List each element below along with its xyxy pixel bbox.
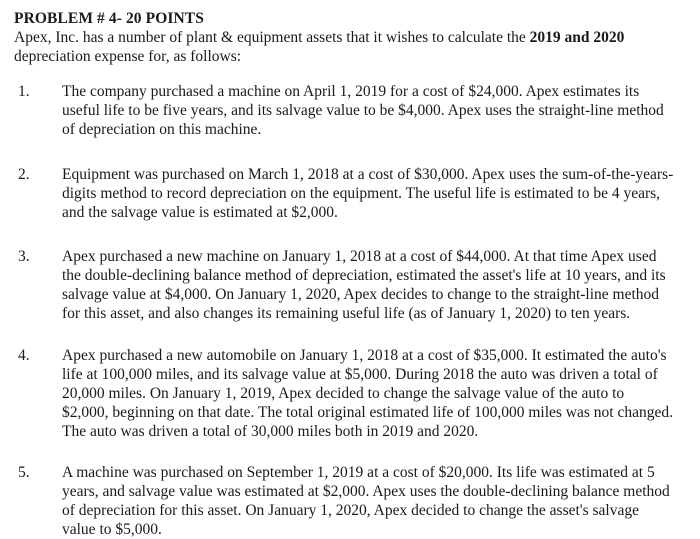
item-number: 5. — [18, 464, 30, 481]
intro-text-end: depreciation expense for, as follows: — [14, 48, 242, 65]
item-number: 2. — [18, 166, 30, 183]
item-number: 3. — [18, 248, 30, 265]
item-number: 1. — [18, 83, 30, 100]
list-item — [14, 247, 674, 323]
item-text: The company purchased a machine on April 1, 2019 for a cost of $24,000. Apex estimates its useful life to be five years, and its salvage value to be $4,000. Apex uses the straight-line method of depreciation on this machine. — [62, 83, 664, 138]
list-item — [14, 463, 674, 539]
item-text: Apex purchased a new machine on January 1, 2018 at a cost of $44,000. At that time Apex used the double-declining balance method of depreciation, estimated the asset's life at 10 years, and its salvage value at $4,000. On January 1, 2020, Apex decides to change to the straight-line method for this asset, and also changes its remaining useful life (as of January 1, 2020) to ten years. — [62, 248, 666, 322]
intro-years-bold: 2019 and 2020 — [529, 29, 625, 46]
problem-intro — [14, 28, 674, 66]
problem-page — [14, 9, 674, 539]
list-item — [14, 165, 674, 222]
intro-text-start: Apex, Inc. has a number of plant & equipment assets that it wishes to calculate the — [14, 29, 530, 46]
item-text: Equipment was purchased on March 1, 2018 at a cost of $30,000. Apex uses the sum-of-the-years-digits method to record depreciation on the equipment. The useful life is estimated to be 4 years, and the salvage value is estimated at $2,000. — [62, 166, 674, 221]
list-item — [14, 346, 674, 441]
list-item — [14, 82, 674, 139]
item-number: 4. — [18, 347, 30, 364]
problem-title: PROBLEM # 4- 20 POINTS — [14, 10, 204, 27]
item-text: Apex purchased a new automobile on January 1, 2018 at a cost of $35,000. It estimated the auto's life at 100,000 miles, and its salvage value at $5,000. During 2018 the auto was driven a total of 20,000 miles. On January 1, 2019, Apex decided to change the salvage value of the auto to $2,000, beginning on that date. The total original estimated life of 100,000 miles was not changed. The auto was driven a total of 30,000 miles both in 2019 and 2020. — [62, 347, 673, 440]
item-text: A machine was purchased on September 1, 2019 at a cost of $20,000. Its life was estimated at 5 years, and salvage value was estimated at $2,000. Apex uses the double-declining balance method of depreciation for this asset. On January 1, 2020, Apex decided to change the asset's salvage value to $5,000. — [62, 464, 670, 538]
